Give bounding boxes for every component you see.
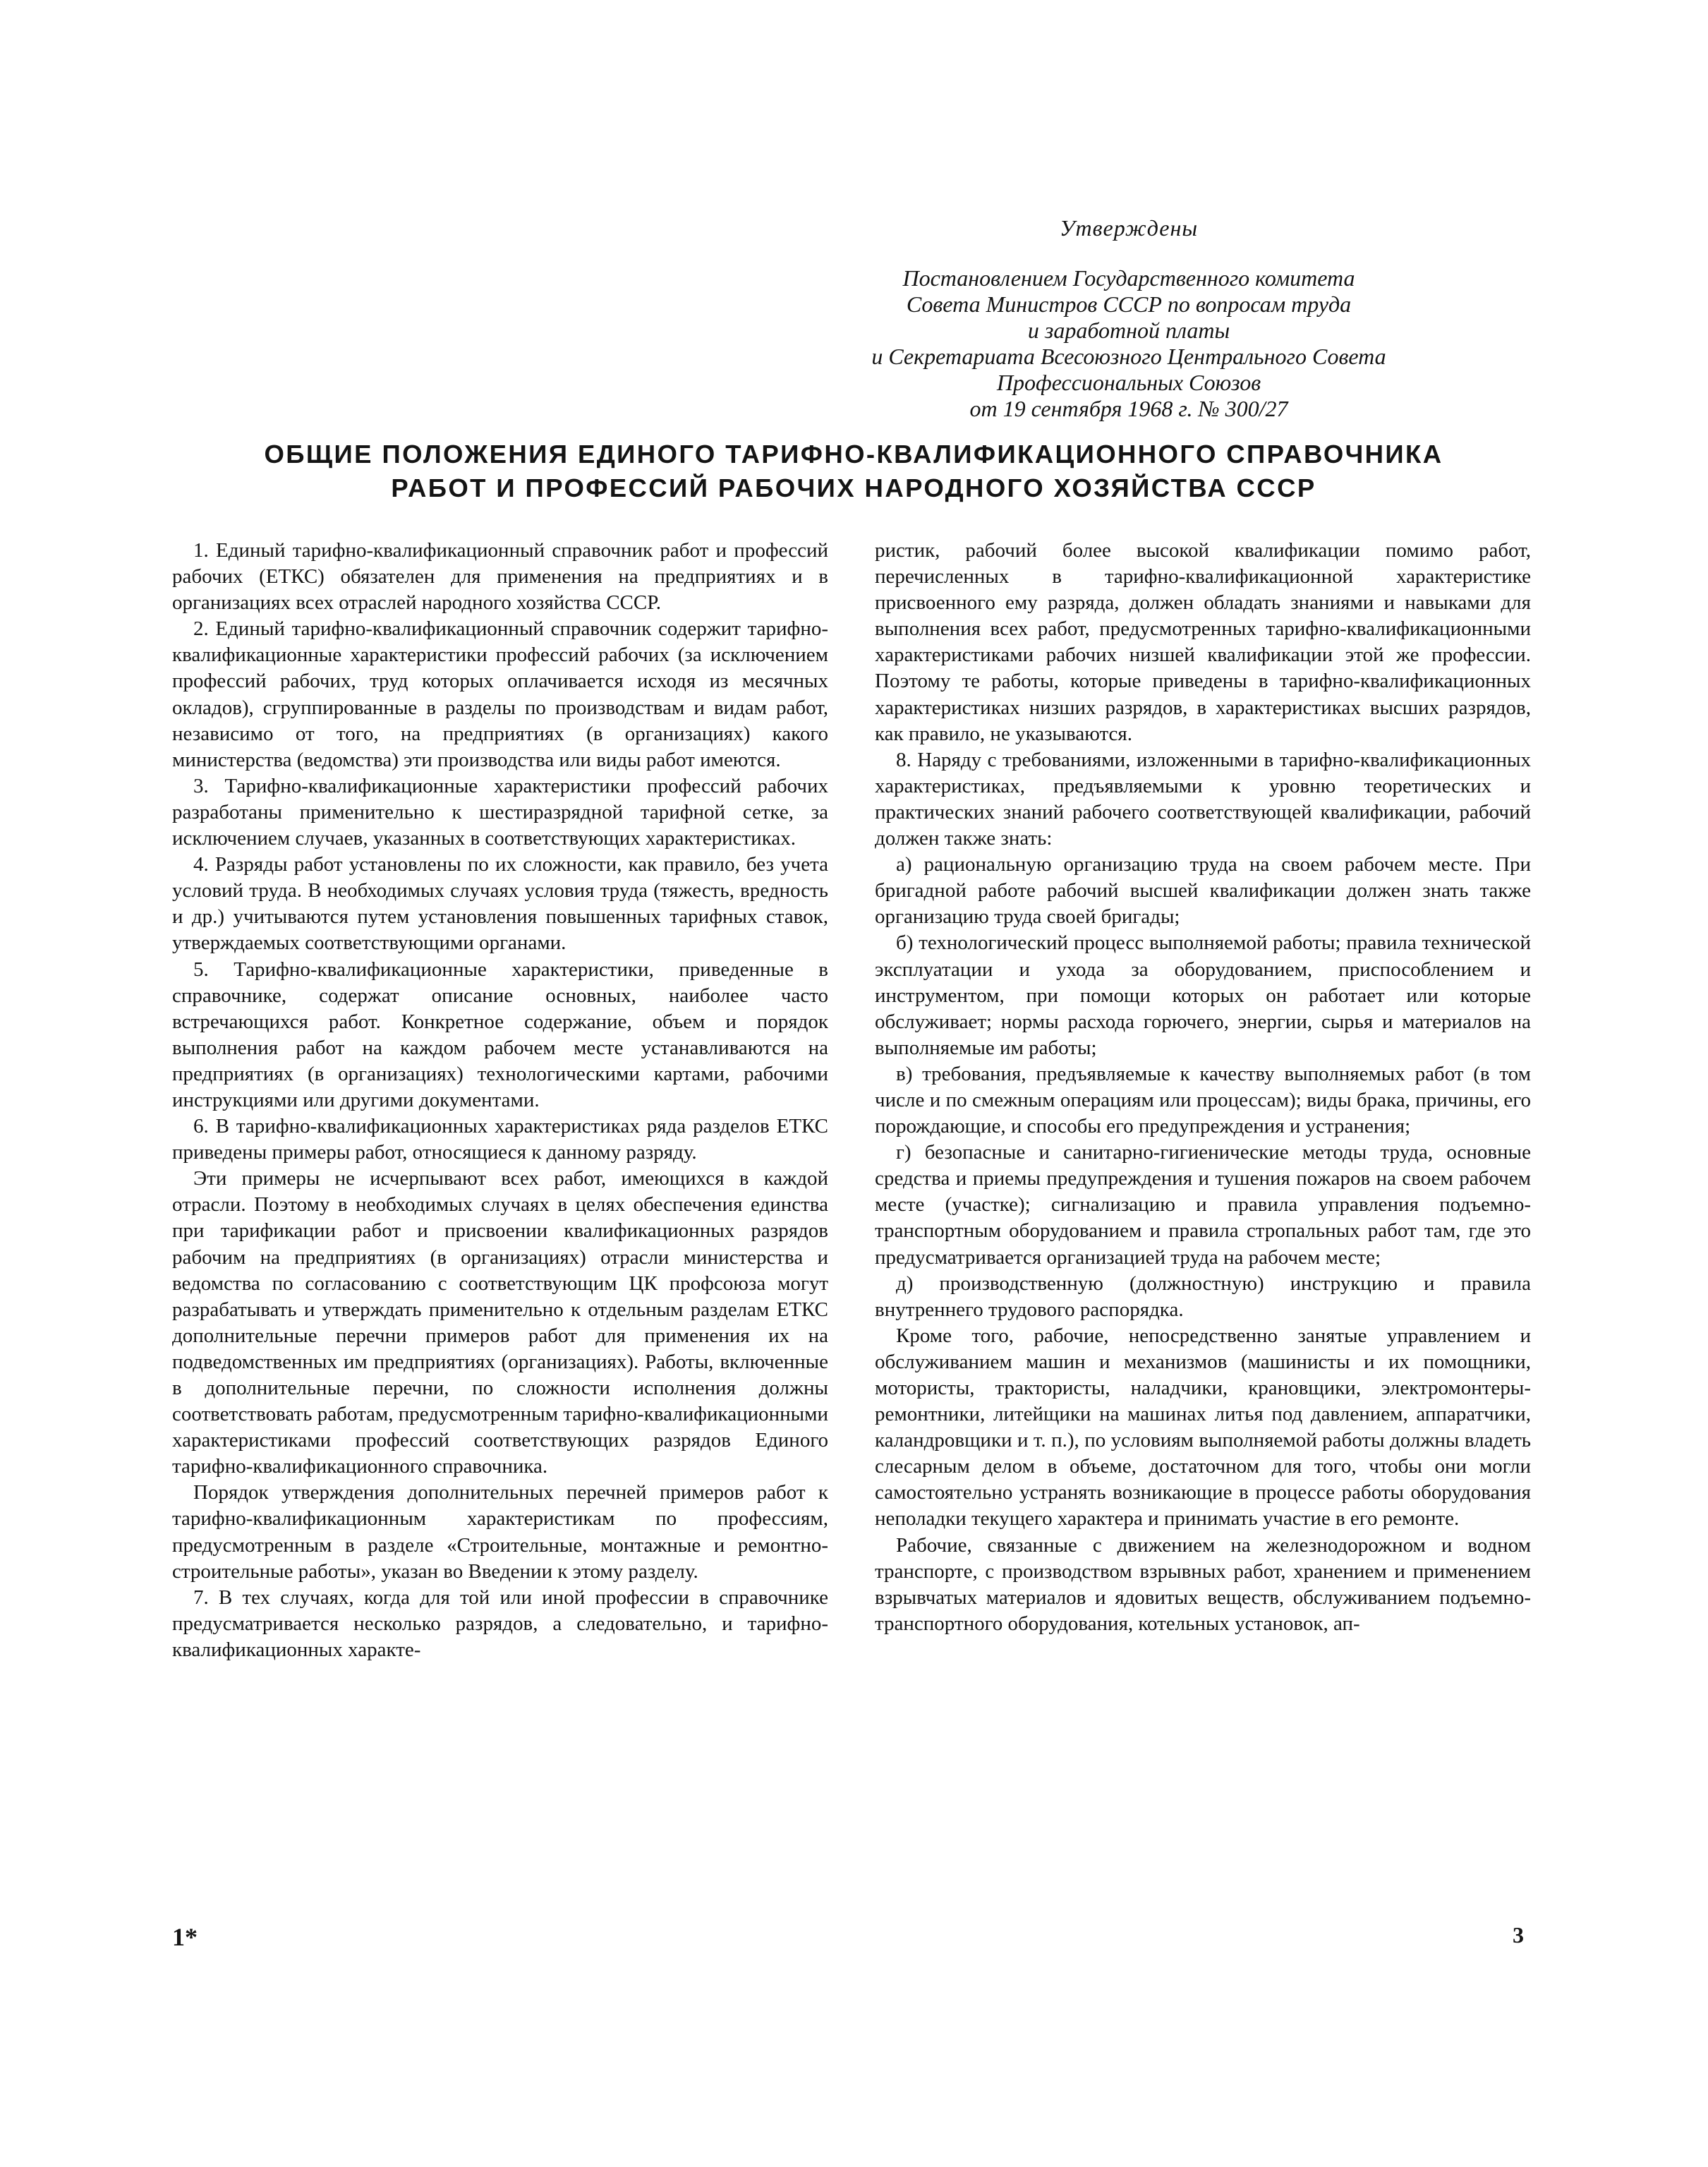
right-column (875, 538, 1531, 1637)
paragraph: 3. Тарифно-квалификационные характеристики профессий рабочих разработаны применительно к шестиразрядной тарифной сетке, за исключением случаев, указанных в соответствующих характеристиках. (172, 774, 828, 850)
paragraph: Эти примеры не исчерпывают всех работ, имеющихся в каждой отрасли. Поэтому в необходимых случаях в целях обеспечения единства при тарификации работ и присвоении квалификационных разрядов рабочим на предприятиях (в организациях) отрасли министерства и ведомства по согласованию с соответствующим ЦК профсоюза могут разрабатывать и утверждать применительно к отдельным разделам ЕТКС дополнительные перечни примеров работ для применения их на подведомственных им предприятиях (организациях). Работы, включенные в дополнительные перечни, по сложности исполнения должны соответствовать работам, предусмотренным тарифно-квалификационными характеристиками профессий соответствующих разрядов Единого тарифно-квалификационного справочника. (172, 1167, 828, 1478)
approval-block (776, 215, 1482, 422)
paragraph: Порядок утверждения дополнительных перечней примеров работ к тарифно-квалификационным характеристикам по профессиям, предусмотренным в разделе «Строительные, монтажные и ремонтно-строительные работы», указан во Введении к этому разделу. (172, 1481, 828, 1583)
approval-line: и заработной платы (1027, 318, 1230, 343)
paragraph: 5. Тарифно-квалификационные характеристики, приведенные в справочнике, содержат описание основных, наиболее часто встречающихся работ. Конкретное содержание, объем и порядок выполнения работ на каждом рабочем месте устанавливаются на предприятиях (в организациях) технологическими картами, рабочими инструкциями или другими документами. (172, 958, 828, 1111)
paragraph: 8. Наряду с требованиями, изложенными в тарифно-квалификационных характеристиках, предъявляемыми к уровню теоретических и практических знаний рабочего соответствующей квалификации, рабочий должен также знать: (875, 748, 1531, 850)
paragraph: а) рациональную организацию труда на своем рабочем месте. При бригадной работе рабочий высшей квалификации должен знать также организацию труда своей бригады; (875, 853, 1531, 929)
page-number: 3 (1513, 1922, 1524, 1948)
paragraph: 1. Единый тарифно-квалификационный справочник работ и профессий рабочих (ЕТКС) обязателен для применения на предприятиях и в организациях всех отраслей народного хозяйства СССР. (172, 539, 828, 615)
signature-mark: 1* (172, 1923, 198, 1951)
approval-line: и Секретариата Всесоюзного Центрального Совета (871, 344, 1386, 369)
paragraph: б) технологический процесс выполняемой работы; правила технической эксплуатации и ухода за оборудованием, приспособлением и инструментом, при помощи которых он работает или которые обслуживает; нормы расхода горючего, энергии, сырья и материалов на выполняемые им работы; (875, 931, 1531, 1059)
document-title (212, 437, 1496, 505)
paragraph-continued: ристик, рабочий более высокой квалификации помимо работ, перечисленных в тарифно-квалификационной характеристике присвоенного ему разряда, должен обладать знаниями и навыками для выполнения всех работ, предусмотренных тарифно-квалификационными характеристиками рабочих низшей квалификации этой же профессии. Поэтому те работы, которые приведены в тарифно-квалификационных характеристиках низших разрядов, в характеристиках высших разрядов, как правило, не указываются. (875, 539, 1531, 745)
paragraph: Рабочие, связанные с движением на железнодорожном и водном транспорте, с производством взрывных работ, хранением и применением взрывчатых материалов и ядовитых веществ, обслуживанием подъемно-транспортного оборудования, котельных установок, ап- (875, 1533, 1531, 1635)
approval-line: Совета Министров СССР по вопросам труда (906, 291, 1352, 317)
approval-line: Профессиональных Союзов (996, 370, 1261, 395)
paragraph: Кроме того, рабочие, непосредственно занятые управлением и обслуживанием машин и механизмов (машинисты и их помощники, мотористы, трактористы, наладчики, крановщики, электромонтеры-ремонтники, литейщики на машинах литья под давлением, аппаратчики, каландровщики и т. п.), по условиям выполняемой работы должны владеть слесарным делом в объеме, достаточном для того, чтобы они могли самостоятельно устранять возникающие в процессе работы оборудования неполадки текущего характера и принимать участие в его ремонте. (875, 1324, 1531, 1531)
paragraph: г) безопасные и санитарно-гигиенические методы труда, основные средства и приемы предупреждения и тушения пожаров на своем рабочем месте (участке); сигнализацию и правила управления подъемно-транспортным оборудованием и правила стропальных работ там, где это предусматривается организацией труда на рабочем месте; (875, 1141, 1531, 1269)
approval-line: Постановлением Государственного комитета (902, 265, 1355, 291)
title-line-2: РАБОТ И ПРОФЕССИЙ РАБОЧИХ НАРОДНОГО ХОЗЯЙСТВА СССР (391, 473, 1316, 502)
approval-line: от 19 сентября 1968 г. № 300/27 (969, 396, 1288, 421)
paragraph: 6. В тарифно-квалификационных характеристиках ряда разделов ЕТКС приведены примеры работ, относящиеся к данному разряду. (172, 1115, 828, 1164)
approval-heading: Утверждены (1059, 215, 1199, 241)
paragraph: 7. В тех случаях, когда для той или иной профессии в справочнике предусматривается несколько разрядов, а следовательно, и тарифно-квалификационных характе- (172, 1586, 828, 1661)
left-column (172, 538, 828, 1663)
paragraph: 2. Единый тарифно-квалификационный справочник содержит тарифно-квалификационные характеристики профессий рабочих (за исключением профессий рабочих, труд которых оплачивается исходя из месячных окладов), сгруппированные в разделы по производствам и видам работ, независимо от того, на предприятиях (в организациях) какого министерства (ведомства) эти производства или виды работ имеются. (172, 617, 828, 771)
title-line-1: ОБЩИЕ ПОЛОЖЕНИЯ ЕДИНОГО ТАРИФНО-КВАЛИФИКАЦИОННОГО СПРАВОЧНИКА (264, 440, 1443, 469)
paragraph: д) производственную (должностную) инструкцию и правила внутреннего трудового распорядка. (875, 1272, 1531, 1321)
paragraph: в) требования, предъявляемые к качеству выполняемых работ (в том числе и по смежным операциям или процессам); виды брака, причины, его порождающие, и способы его предупреждения и устранения; (875, 1062, 1531, 1138)
paragraph: 4. Разряды работ установлены по их сложности, как правило, без учета условий труда. В необходимых случаях условия труда (тяжесть, вредность и др.) учитываются путем установления повышенных тарифных ставок, утверждаемых соответствующими органами. (172, 853, 828, 955)
